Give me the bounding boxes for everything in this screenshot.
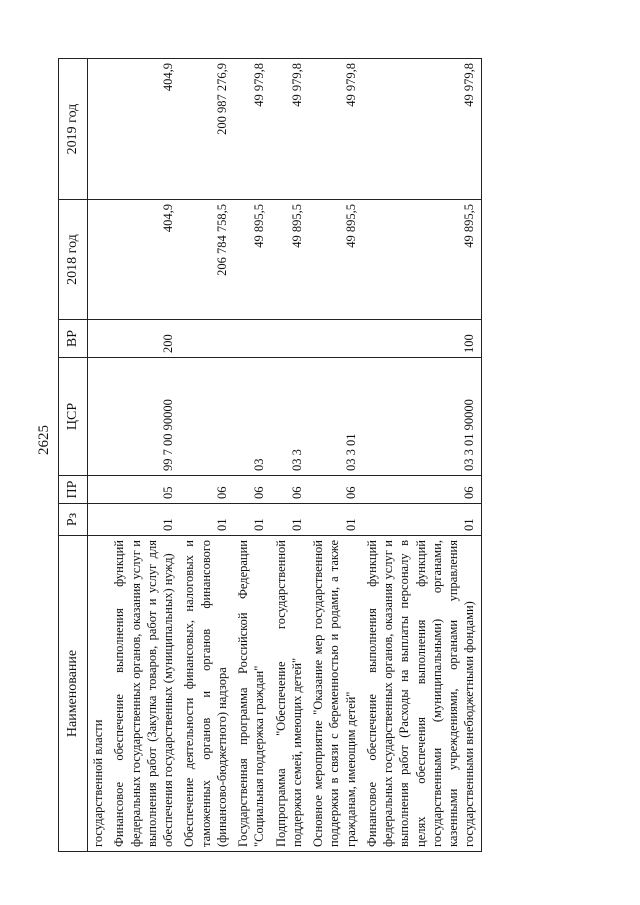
row-pr: 05 <box>109 476 179 504</box>
row-2019: 200 987 276,9 <box>179 59 233 200</box>
row-csr <box>179 358 233 476</box>
row-rz: 01 <box>233 504 271 536</box>
row-2019: 49 979,8 <box>362 59 481 200</box>
table-row <box>109 59 179 852</box>
row-name: Основное мероприятие "Оказание мер государственной поддержки в связи с беременностью и родами, а также гражданам, имеющим детей" <box>308 536 362 852</box>
row-csr: 03 3 01 <box>308 358 362 476</box>
header-2018: 2018 год <box>59 200 88 320</box>
row-name: Финансовое обеспечение выполнения функций федеральных государственных органов, оказания услуг и выполнения работ (Расходы на выплаты персоналу в целях обеспечения выполнения функций государственными (муниципальными) органами, казенными учреждениями, органами управления государственными внебюджетными фондами) <box>362 536 481 852</box>
row-pr: 06 <box>179 476 233 504</box>
row-2018: 49 895,5 <box>308 200 362 320</box>
row-2019: 404,9 <box>109 59 179 200</box>
row-2018 <box>88 200 110 320</box>
table-header-row <box>59 59 88 852</box>
table-row <box>362 59 481 852</box>
row-pr: 06 <box>233 476 271 504</box>
row-2018: 49 895,5 <box>362 200 481 320</box>
header-rz: Рз <box>59 504 88 536</box>
row-name: государственной власти <box>88 536 110 852</box>
table-row <box>271 59 309 852</box>
row-rz: 01 <box>179 504 233 536</box>
row-2018: 206 784 758,5 <box>179 200 233 320</box>
row-rz: 01 <box>109 504 179 536</box>
row-vr <box>233 320 271 358</box>
row-vr <box>179 320 233 358</box>
page-number: 2625 <box>36 425 52 455</box>
row-csr: 99 7 00 90000 <box>109 358 179 476</box>
row-2019: 49 979,8 <box>308 59 362 200</box>
row-vr <box>308 320 362 358</box>
header-2019: 2019 год <box>59 59 88 200</box>
header-csr: ЦСР <box>59 358 88 476</box>
header-name: Наименование <box>59 536 88 852</box>
table-row <box>88 59 110 852</box>
table-row <box>233 59 271 852</box>
row-vr: 200 <box>109 320 179 358</box>
row-name: Финансовое обеспечение выполнения функций федеральных государственных органов, оказания услуг и выполнения работ (Закупка товаров, работ и услуг для обеспечения государственных (муниципальных) нужд) <box>109 536 179 852</box>
row-name: Обеспечение деятельности финансовых, налоговых и таможенных органов и органов финансового (финансово-бюджетного) надзора <box>179 536 233 852</box>
budget-table <box>58 58 482 852</box>
row-2018: 49 895,5 <box>271 200 309 320</box>
row-name: Подпрограмма "Обеспечение государственной поддержки семей, имеющих детей" <box>271 536 309 852</box>
row-rz <box>88 504 110 536</box>
row-pr: 06 <box>271 476 309 504</box>
row-rz: 01 <box>271 504 309 536</box>
row-vr <box>271 320 309 358</box>
row-pr: 06 <box>308 476 362 504</box>
row-csr: 03 3 <box>271 358 309 476</box>
row-rz: 01 <box>308 504 362 536</box>
row-name: Государственная программа Российской Федерации "Социальная поддержка граждан" <box>233 536 271 852</box>
rotated-page-content <box>58 59 602 852</box>
row-2018: 404,9 <box>109 200 179 320</box>
header-pr: ПР <box>59 476 88 504</box>
table-row <box>179 59 233 852</box>
header-vr: ВР <box>59 320 88 358</box>
row-2019 <box>88 59 110 200</box>
row-vr <box>88 320 110 358</box>
row-2019: 49 979,8 <box>233 59 271 200</box>
row-csr: 03 <box>233 358 271 476</box>
row-csr <box>88 358 110 476</box>
row-rz: 01 <box>362 504 481 536</box>
table-row <box>308 59 362 852</box>
row-2019: 49 979,8 <box>271 59 309 200</box>
row-pr: 06 <box>362 476 481 504</box>
row-csr: 03 3 01 90000 <box>362 358 481 476</box>
row-pr <box>88 476 110 504</box>
row-2018: 49 895,5 <box>233 200 271 320</box>
row-vr: 100 <box>362 320 481 358</box>
